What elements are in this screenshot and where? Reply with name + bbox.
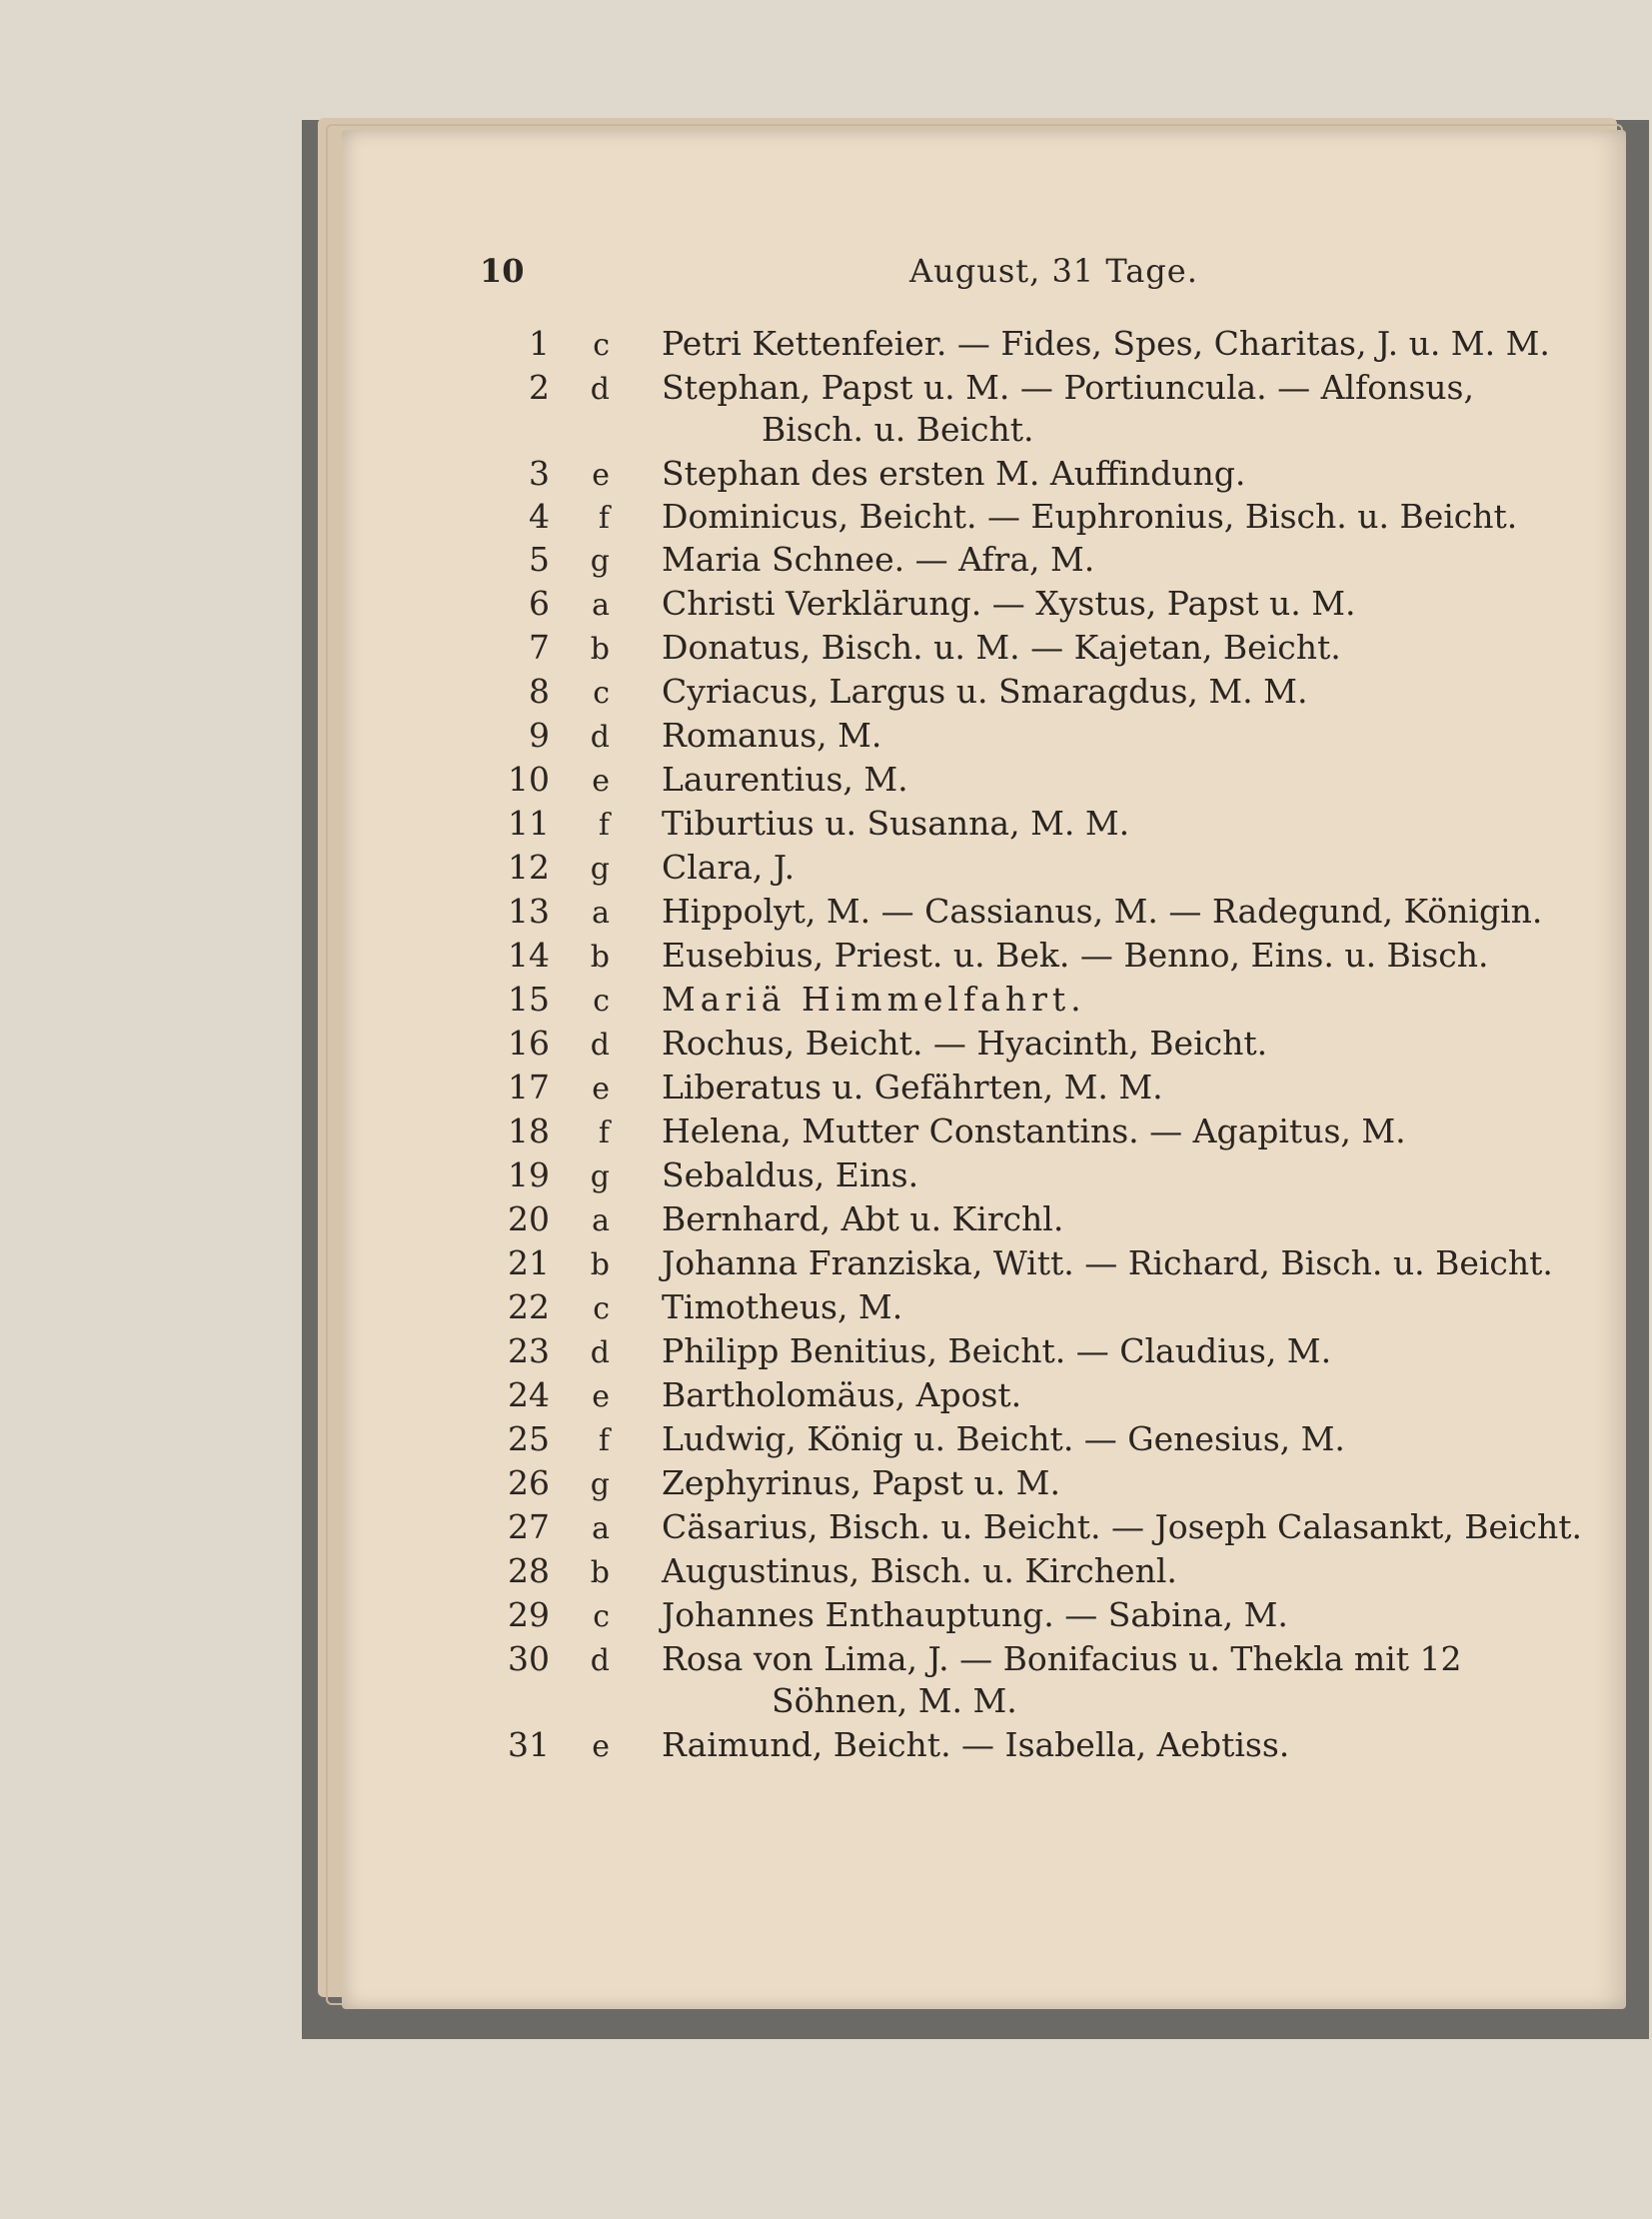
feast-text: Christi Verklärung. — Xystus, Papst u. M.	[662, 584, 1356, 623]
day-number: 7	[529, 628, 550, 667]
calendar-entry	[0, 452, 1245, 498]
feast-text: Petri Kettenfeier. — Fides, Spes, Charitas, J. u. M. M.	[662, 324, 1550, 363]
dominical-letter: c	[593, 328, 610, 363]
calendar-entry	[0, 1637, 1461, 1683]
dominical-letter: g	[590, 544, 610, 579]
dominical-letter: e	[592, 458, 610, 493]
feast-text: Rochus, Beicht. — Hyacinth, Beicht.	[662, 1024, 1268, 1063]
calendar-entry	[0, 1241, 1553, 1287]
dominical-letter: c	[593, 984, 610, 1019]
day-number: 20	[508, 1199, 550, 1238]
running-head: August, 31 Tage.	[909, 252, 1198, 290]
dominical-letter: f	[598, 808, 610, 843]
feast-text: Timotheus, M.	[662, 1287, 903, 1326]
day-number: 27	[508, 1507, 550, 1546]
feast-text: Eusebius, Priest. u. Bek. — Benno, Eins. u. Bisch.	[662, 936, 1489, 975]
feast-text: Johanna Franziska, Witt. — Richard, Bisch. u. Beicht.	[662, 1243, 1553, 1282]
day-number: 8	[529, 672, 550, 711]
calendar-entry	[0, 934, 1489, 980]
day-number: 29	[508, 1595, 550, 1634]
day-number: 14	[508, 936, 550, 975]
calendar-entry	[0, 626, 1341, 672]
feast-text-continuation: Söhnen, M. M.	[772, 1681, 1017, 1720]
calendar-entry	[0, 1022, 1267, 1068]
feast-text: Laurentius, M.	[662, 760, 908, 799]
dominical-letter: c	[593, 1599, 610, 1634]
day-number: 18	[508, 1111, 550, 1150]
feast-text: Bartholomäus, Apost.	[662, 1375, 1022, 1414]
calendar-entry	[0, 1066, 1163, 1111]
day-number: 24	[508, 1375, 550, 1414]
feast-text: Dominicus, Beicht. — Euphronius, Bisch. u. Beicht.	[662, 497, 1518, 536]
day-number: 3	[529, 454, 550, 493]
dominical-letter: g	[590, 1159, 610, 1194]
feast-text: Cäsarius, Bisch. u. Beicht. — Joseph Calasankt, Beicht.	[662, 1507, 1583, 1546]
feast-text: Mariä Himmelfahrt.	[662, 980, 1086, 1019]
day-number: 28	[508, 1551, 550, 1590]
day-number: 11	[508, 804, 550, 843]
day-number: 6	[529, 584, 550, 623]
day-number: 21	[508, 1243, 550, 1282]
dominical-letter: b	[590, 632, 610, 667]
dominical-letter: b	[590, 940, 610, 975]
feast-text: Bernhard, Abt u. Kirchl.	[662, 1199, 1064, 1238]
feast-text: Liberatus u. Gefährten, M. M.	[662, 1068, 1163, 1107]
day-number: 23	[508, 1331, 550, 1370]
day-number: 17	[508, 1068, 550, 1107]
calendar-entry	[0, 758, 908, 804]
feast-text: Raimund, Beicht. — Isabella, Aebtiss.	[662, 1725, 1290, 1764]
feast-text: Maria Schnee. — Afra, M.	[662, 540, 1095, 579]
calendar-entry	[0, 1549, 1177, 1595]
calendar-entry	[0, 495, 1517, 541]
calendar-entry	[0, 582, 1356, 628]
calendar-entry	[0, 1505, 1582, 1551]
day-number: 5	[529, 540, 550, 579]
calendar-entry	[0, 1285, 902, 1331]
day-number: 30	[508, 1639, 550, 1678]
calendar-entry	[0, 1153, 918, 1199]
feast-text: Zephyrinus, Papst u. M.	[662, 1463, 1060, 1502]
dominical-letter: e	[592, 1072, 610, 1107]
day-number: 31	[508, 1725, 550, 1764]
dominical-letter: d	[590, 1028, 610, 1063]
dominical-letter: g	[590, 1467, 610, 1502]
feast-text: Donatus, Bisch. u. M. — Kajetan, Beicht.	[662, 628, 1341, 667]
calendar-entry	[0, 714, 881, 760]
feast-text: Philipp Benitius, Beicht. — Claudius, M.	[662, 1331, 1332, 1370]
dominical-letter: a	[592, 1511, 610, 1546]
feast-text: Helena, Mutter Constantins. — Agapitus, M.	[662, 1111, 1406, 1150]
day-number: 1	[529, 324, 550, 363]
dominical-letter: b	[590, 1247, 610, 1282]
feast-text: Johannes Enthauptung. — Sabina, M.	[662, 1595, 1288, 1634]
feast-text: Augustinus, Bisch. u. Kirchenl.	[662, 1551, 1177, 1590]
day-number: 9	[529, 716, 550, 755]
calendar-entry	[0, 802, 1129, 848]
feast-text: Rosa von Lima, J. — Bonifacius u. Thekla mit 12	[662, 1639, 1462, 1678]
day-number: 25	[508, 1419, 550, 1458]
calendar-entry	[0, 978, 1086, 1024]
dominical-letter: d	[590, 1335, 610, 1370]
feast-text: Stephan des ersten M. Auffindung.	[662, 454, 1246, 493]
dominical-letter: a	[592, 588, 610, 623]
calendar-entry	[0, 366, 1474, 412]
dominical-letter: f	[598, 501, 610, 536]
calendar-entry	[0, 1197, 1063, 1243]
dominical-letter: d	[590, 720, 610, 755]
calendar-entry	[0, 1110, 1406, 1155]
calendar-entry	[0, 538, 1094, 584]
feast-text: Cyriacus, Largus u. Smaragdus, M. M.	[662, 672, 1308, 711]
dominical-letter: b	[590, 1555, 610, 1590]
dominical-letter: e	[592, 1729, 610, 1764]
day-number: 22	[508, 1287, 550, 1326]
dominical-letter: d	[590, 372, 610, 407]
day-number: 16	[508, 1024, 550, 1063]
calendar-entry	[0, 890, 1542, 936]
feast-text: Stephan, Papst u. M. — Portiuncula. — Alfonsus,	[662, 368, 1474, 407]
dominical-letter: a	[592, 1203, 610, 1238]
calendar-entry	[0, 1417, 1345, 1463]
dominical-letter: c	[593, 1291, 610, 1326]
feast-text: Tiburtius u. Susanna, M. M.	[662, 804, 1130, 843]
calendar-entry	[0, 1593, 1288, 1639]
dominical-letter: c	[593, 676, 610, 711]
feast-text: Clara, J.	[662, 848, 796, 887]
calendar-entry	[0, 670, 1307, 716]
day-number: 13	[508, 892, 550, 931]
feast-text: Hippolyt, M. — Cassianus, M. — Radegund, Königin.	[662, 892, 1543, 931]
day-number: 26	[508, 1463, 550, 1502]
dominical-letter: e	[592, 764, 610, 799]
day-number: 19	[508, 1155, 550, 1194]
day-number: 2	[529, 368, 550, 407]
dominical-letter: g	[590, 852, 610, 887]
feast-text: Romanus, M.	[662, 716, 882, 755]
calendar-entry	[0, 1461, 1060, 1507]
dominical-letter: e	[592, 1379, 610, 1414]
dominical-letter: f	[598, 1423, 610, 1458]
feast-text-continuation: Bisch. u. Beicht.	[762, 410, 1034, 449]
feast-text: Ludwig, König u. Beicht. — Genesius, M.	[662, 1419, 1345, 1458]
dominical-letter: f	[598, 1115, 610, 1150]
calendar-entry	[0, 846, 795, 892]
feast-text: Sebaldus, Eins.	[662, 1155, 919, 1194]
day-number: 4	[529, 497, 550, 536]
day-number: 15	[508, 980, 550, 1019]
day-number: 12	[508, 848, 550, 887]
calendar-entry	[0, 1329, 1331, 1375]
calendar-entry	[0, 1373, 1021, 1419]
calendar-entry	[0, 1723, 1289, 1769]
page-number: 10	[480, 252, 525, 290]
calendar-entry	[0, 322, 1550, 368]
dominical-letter: d	[590, 1643, 610, 1678]
dominical-letter: a	[592, 896, 610, 931]
day-number: 10	[508, 760, 550, 799]
